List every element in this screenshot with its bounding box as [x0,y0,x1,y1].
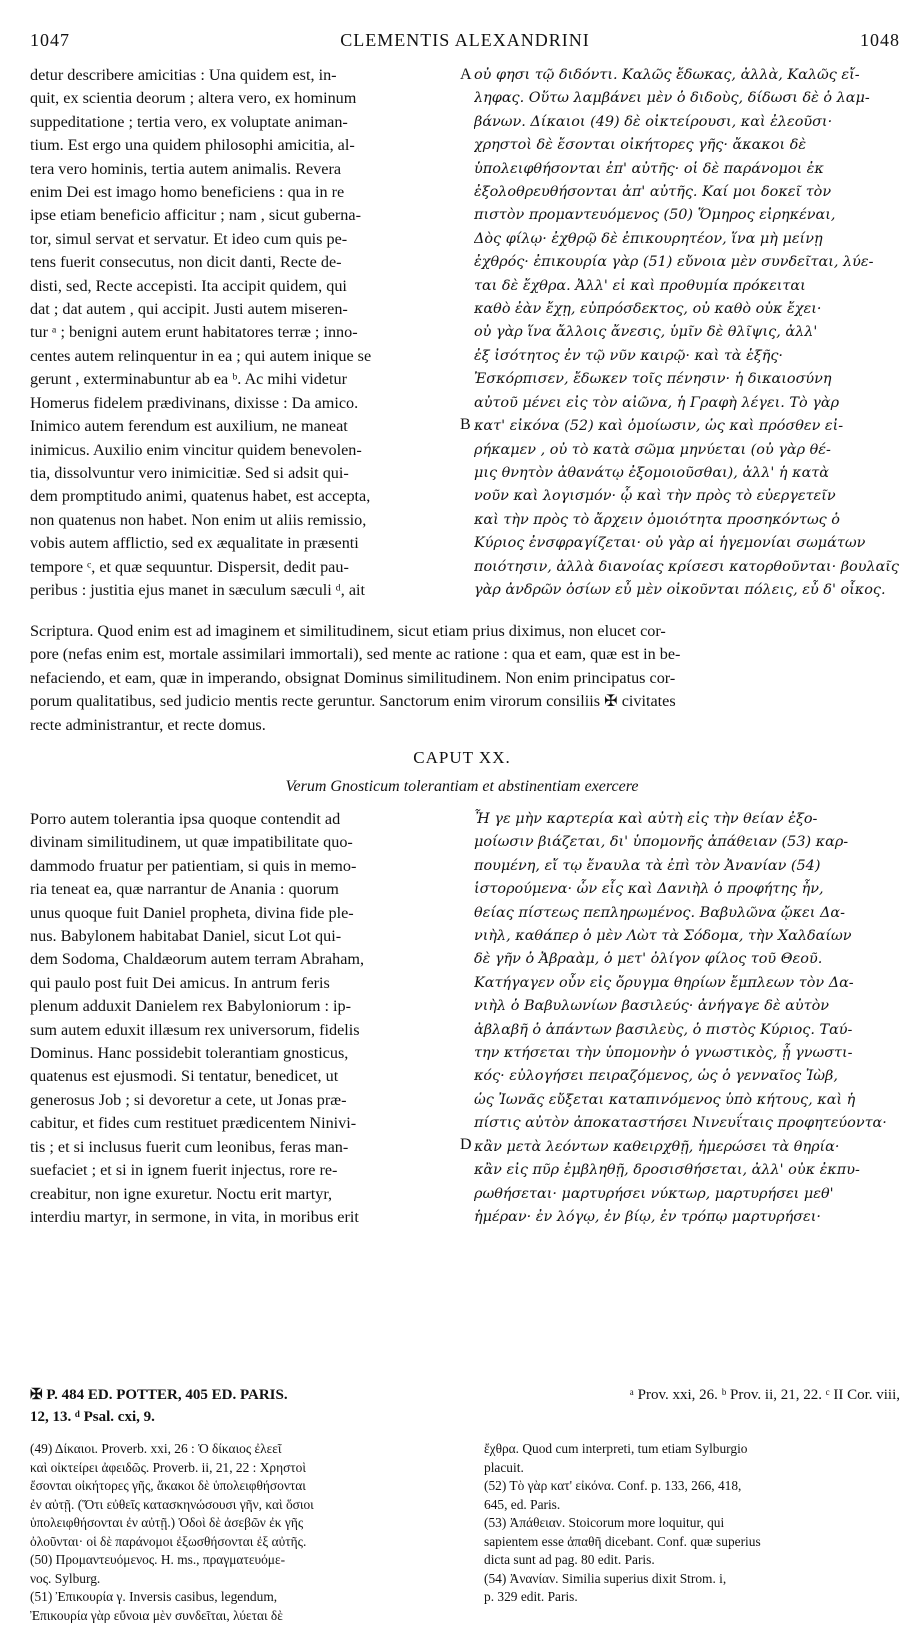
greek-text-line: ρήκαμεν , οὐ τὸ κατὰ σῶμα μηνύεται (οὐ γὰρ θέ- [474,439,902,462]
text-line: dem Sodoma, Chaldæorum autem terram Abraham, [30,948,458,971]
scripture-refs-line1: ᵃ Prov. xxi, 26. ᵇ Prov. ii, 21, 22. ᶜ II Cor. viii, [630,1384,900,1406]
text-line: detur describere amicitias : Una quidem est, in- [30,64,458,87]
footnote-line: (54) Ἀνανίαν. Similia superius dixit Strom. i, [484,1570,900,1589]
text-line: Homerus fidelem prædivinans, dixisse : Da amico. [30,392,458,415]
text-line: Scriptura. Quod enim est ad imaginem et similitudinem, sicut etiam prius diximus, non elucet cor- [30,620,900,643]
text-line: suefaciet ; et si in ignem fuerit injectus, rore re- [30,1159,458,1182]
greek-text-line: ρωθήσεται· μαρτυρήσει νύκτωρ, μαρτυρήσει μεθ' [474,1183,902,1206]
right-page-number: 1048 [860,30,900,51]
edition-reference: ✠ P. 484 ED. POTTER, 405 ED. PARIS. [30,1384,288,1406]
latin-column-bottom [30,808,458,1229]
footnote-line: ἔσονται οἰκήτορες γῆς, ἄκακοι δὲ ὑπολειφθήσονται [30,1477,468,1496]
greek-text-line: καθὸ ἐὰν ἔχῃ, εὐπρόσδεκτος, οὐ καθὸ οὐκ ἔχει· [474,298,902,321]
greek-text-line: κός· εὐλογήσει πειραζόμενος, ὡς ὁ γενναῖος Ἰὼβ, [474,1065,902,1088]
footnote-line: (51) Ἐπικουρία γ. Inversis casibus, legendum, [30,1588,468,1607]
text-line: pore (nefas enim est, mortale assimilari immortali), sed mente ac ratione : qua et eam, quæ est in be- [30,643,900,666]
greek-text-line: οὐ φησι τῷ διδόντι. Καλῶς ἔδωκας, ἀλλὰ, Καλῶς εἴ- [474,64,902,87]
text-line: centes autem relinquentur in ea ; qui autem inique se [30,345,458,368]
greek-text-line: νιὴλ, καθάπερ ὁ μὲν Λὼτ τὰ Σόδομα, τὴν Χαλδαίων [474,925,902,948]
page-header [30,30,900,56]
text-line: creabitur, non igne exuretur. Noctu erit martyr, [30,1183,458,1206]
text-line: gerunt , exterminabuntur ab ea ᵇ. Ac mihi videtur [30,368,458,391]
text-line: plenum adduxit Danielem rex Babyloniorum : ip- [30,995,458,1018]
greek-column-bottom [474,808,902,1229]
greek-text-line: μις θνητὸν ἀθανάτῳ ἐξομοιοῦσθαι), ἀλλ' ἡ κατὰ [474,462,902,485]
greek-text-line: Κύριος ἐνσφραγίζεται· οὐ γὰρ αἱ ἡγεμονίαι σωμάτων [474,532,902,555]
greek-text-line: καὶ τὴν πρὸς τὸ ἄρχειν ὁμοιότητα προσηκόντως ὁ [474,509,902,532]
greek-text-line: πιστὸν προμαντευόμενος (50) Ὅμηρος εἰρηκέναι, [474,204,902,227]
text-line: qui paulo post fuit Dei amicus. In antrum feris [30,972,458,995]
footnote-line: (49) Δίκαιοι. Proverb. xxi, 26 : Ὁ δίκαιος ἐλεεῖ [30,1440,468,1459]
greek-text-line: οὐ γὰρ ἵνα ἄλλοις ἄνεσις, ὑμῖν δὲ θλῖψις, ἀλλ' [474,321,902,344]
running-title: CLEMENTIS ALEXANDRINI [30,30,900,51]
text-line: dat ; dat autem , qui accipit. Justi autem miseren- [30,298,458,321]
footnote-line: (52) Τὸ γὰρ κατ' εἰκόνα. Conf. p. 133, 266, 418, [484,1477,900,1496]
greek-text-line: δὲ γῆν ὁ Ἀβραὰμ, ὁ μετ' ὀλίγον φίλος τοῦ Θεοῦ. [474,948,902,971]
greek-text-line: χρηστοὶ δὲ ἔσονται οἰκήτορες γῆς· ἄκακοι δὲ [474,134,902,157]
text-line: tera vero hominis, tertia autem animalis. Revera [30,158,458,181]
greek-text-line: κἂν εἰς πῦρ ἐμβληθῇ, δροσισθήσεται, ἀλλ' οὐκ ἐκπυ- [474,1159,902,1182]
text-line: non quatenus non habet. Non enim ut aliis remissio, [30,509,458,532]
text-line: dammodo fruatur per patientiam, si quis in memo- [30,855,458,878]
chapter-subtitle: Verum Gnosticum tolerantiam et abstinentiam exercere [0,778,924,796]
footnote-line: 645, ed. Paris. [484,1496,900,1515]
greek-text-line: κατ' εἰκόνα (52) καὶ ὁμοίωσιν, ὡς καὶ πρόσθεν εἰ- [474,415,902,438]
footnotes-left [30,1440,468,1625]
greek-text-line: αὐτοῦ μένει εἰς τὸν αἰῶνα, ἡ Γραφὴ λέγει. Τὸ γὰρ [474,392,902,415]
text-line: quit, ex scientia deorum ; altera vero, ex hominum [30,87,458,110]
greek-text-line: ἐχθρός· ἐπικουρία γὰρ (51) εὔνοια μὲν συνδεῖται, λύε- [474,251,902,274]
greek-text-line: ἐξ ἰσότητος ἐν τῷ νῦν καιρῷ· καὶ τὰ ἑξῆς· [474,345,902,368]
greek-text-line: ται δὲ ἔχθρα. Ἀλλ' εἰ καὶ προθυμία πρόκειται [474,275,902,298]
footnote-line: sapientem esse ἀπαθῆ dicebant. Conf. quæ superius [484,1533,900,1552]
text-line: Inimico autem ferendum est auxilium, ne maneat [30,415,458,438]
greek-text-line: ἱστορούμενα· ὧν εἷς καὶ Δανιὴλ ὁ προφήτης ἦν, [474,878,902,901]
text-line: interdiu martyr, in sermone, in vita, in moribus erit [30,1206,458,1229]
greek-text-line: Κατήγαγεν οὖν εἰς ὄρυγμα θηρίων ἔμπλεων τὸν Δα- [474,972,902,995]
footnote-line: ὀλοῦνται· οἱ δὲ παράνομοι ἐξωσθήσονται ἐξ αὐτῆς. [30,1533,468,1552]
text-line: unus quoque fuit Daniel propheta, divina fide ple- [30,902,458,925]
footnote-line: ἐν αὐτῇ. (Ὅτι εὐθεῖς κατασκηνώσουσι γῆν, καὶ ὅσιοι [30,1496,468,1515]
text-line: quatenus est ejusmodi. Si tentatur, benedicet, ut [30,1065,458,1088]
text-line: tium. Est ergo una quidem philosophi amicitia, al- [30,134,458,157]
greek-text-line: Ἐσκόρπισεν, ἔδωκεν τοῖς πένησιν· ἡ δικαιοσύνη [474,368,902,391]
text-line: Dominus. Hanc possidebit tolerantiam gnosticus, [30,1042,458,1065]
footnote-line: (50) Προμαντευόμενος. H. ms., πραγματευόμε- [30,1551,468,1570]
greek-text-line: ὑπολειφθήσονται ἐπ' αὐτῆς· οἱ δὲ παράνομοι ἐκ [474,158,902,181]
greek-text-line: ληφας. Οὕτω λαμβάνει μὲν ὁ διδοὺς, δίδωσι δὲ ὁ λαμ- [474,87,902,110]
greek-text-line: την κτήσεται τὴν ὑπομονὴν ὁ γνωστικὸς, ᾗ γνωστι- [474,1042,902,1065]
greek-column-top [474,64,902,602]
margin-marker-a: A [460,66,472,84]
text-line: tens fuerit consecutus, non dicit danti, Recte de- [30,251,458,274]
footnote-line: καὶ οἰκτείρει ἀφειδῶς. Proverb. ii, 21, 22 : Χρηστοὶ [30,1459,468,1478]
text-line: disti, sed, Recte accepisti. Ita accipit quidem, qui [30,275,458,298]
greek-text-line: ἀβλαβῆ ὁ ἁπάντων βασιλεὺς, ὁ πιστὸς Κύριος. Ταύ- [474,1019,902,1042]
text-line: generosus Job ; si devoretur a cete, ut Jonas præ- [30,1089,458,1112]
text-line: tia, dissolvuntur vero inimicitiæ. Sed si adsit qui- [30,462,458,485]
text-line: porum qualitatibus, sed judicio mentis recte geruntur. Sanctorum enim virorum consiliis ✠ civitates [30,690,900,713]
text-line: vobis autem afflictio, sed ex æqualitate in præsenti [30,532,458,555]
text-line: tis ; et si inclusus fuerit cum leonibus, feras man- [30,1136,458,1159]
text-line: tor, simul servat et servatur. Et ideo cum quis pe- [30,228,458,251]
text-line: enim Dei est imago homo beneficiens : qua in re [30,181,458,204]
chapter-title: CAPUT XX. [0,748,924,768]
footnote-line: ὑπολειφθήσονται ἐν αὐτῇ.) Ὁδοὶ δὲ ἀσεβῶν ἐκ γῆς [30,1514,468,1533]
greek-text-line: Ἦ γε μὴν καρτερία καὶ αὐτὴ εἰς τὴν θείαν ἐξο- [474,808,902,831]
scripture-references [30,1384,900,1428]
greek-text-line: βάνων. Δίκαιοι (49) δὲ οἰκτείρουσι, καὶ ἐλεοῦσι· [474,111,902,134]
greek-text-line: ὡς Ἰωνᾶς εὔξεται καταπινόμενος ὑπὸ κήτους, καὶ ἡ [474,1089,902,1112]
margin-marker-b: B [460,416,471,434]
text-line: suppeditatione ; tertia vero, ex voluptate animan- [30,111,458,134]
text-line: tur ᵃ ; benigni autem erunt habitatores terræ ; inno- [30,321,458,344]
footnote-line: dicta sunt ad pag. 80 edit. Paris. [484,1551,900,1570]
greek-text-line: πουμένη, εἴ τῳ ἔναυλα τὰ ἐπὶ τὸν Ἀνανίαν (54) [474,855,902,878]
text-line: divinam similitudinem, ut quæ impatibilitate quo- [30,831,458,854]
text-line: cabitur, et fides cum restituet prædicentem Ninivi- [30,1112,458,1135]
left-page-number: 1047 [30,30,70,51]
greek-text-line: γὰρ ἀνδρῶν ὁσίων εὖ μὲν οἰκοῦνται πόλεις, εὖ δ' οἶκος. [474,579,902,602]
text-line: peribus : justitia ejus manet in sæculum sæculi ᵈ, ait [30,579,458,602]
footnote-line: p. 329 edit. Paris. [484,1588,900,1607]
text-line: Porro autem tolerantia ipsa quoque contendit ad [30,808,458,831]
text-line: dem promptitudo animi, quatenus habet, est accepta, [30,485,458,508]
greek-text-line: κἂν μετὰ λεόντων καθειρχθῇ, ἡμερώσει τὰ θηρία· [474,1136,902,1159]
text-line: sum autem eduxit illæsum rex universorum, fidelis [30,1019,458,1042]
greek-text-line: ποιότησιν, ἀλλὰ διανοίας κρίσεσι κατορθοῦνται· βουλαῖς [474,556,902,579]
text-line: recte administrantur, et recte domus. [30,714,900,737]
text-line: nefaciendo, et eam, quæ in imperando, obsignat Dominus similitudinem. Non enim principatus cor- [30,667,900,690]
greek-text-line: ἡμέραν· ἐν λόγῳ, ἐν βίῳ, ἐν τρόπῳ μαρτυρήσει· [474,1206,902,1229]
text-line: tempore ᶜ, et quæ sequuntur. Dispersit, dedit pau- [30,556,458,579]
footnote-line: (53) Ἀπάθειαν. Stoicorum more loquitur, qui [484,1514,900,1533]
footnote-line: Ἐπικουρία γὰρ εὔνοια μὲν συνδεῖται, λύεται δὲ [30,1607,468,1625]
footnote-line: placuit. [484,1459,900,1478]
text-line: inimicus. Auxilio enim vincitur quidem benevolen- [30,439,458,462]
footnotes-right [484,1440,900,1607]
text-line: ria teneat ea, quæ narrantur de Anania : quorum [30,878,458,901]
greek-text-line: θείας πίστεως πεπληρωμένος. Βαβυλῶνα ᾤκει Δα- [474,902,902,925]
margin-marker-d: D [460,1136,472,1154]
greek-text-line: μοίωσιν βιάζεται, δι' ὑπομονῆς ἀπάθειαν (53) καρ- [474,831,902,854]
footnote-line: ἔχθρα. Quod cum interpreti, tum etiam Sylburgio [484,1440,900,1459]
greek-text-line: πίστις αὐτὸν ἀποκαταστήσει Νινευΐταις προφητεύοντα· [474,1112,902,1135]
scripture-refs-line2: 12, 13. ᵈ Psal. cxi, 9. [30,1409,155,1425]
latin-full-width-paragraph [30,620,900,737]
greek-text-line: νιὴλ ὁ Βαβυλωνίων βασιλεύς· ἀνήγαγε δὲ αὐτὸν [474,995,902,1018]
greek-text-line: Δὸς φίλῳ· ἐχθρῷ δὲ ἐπικουρητέον, ἵνα μὴ μείνῃ [474,228,902,251]
latin-column-top [30,64,458,602]
greek-text-line: νοῦν καὶ λογισμόν· ᾧ καὶ τὴν πρὸς τὸ εὐεργετεῖν [474,485,902,508]
text-line: nus. Babylonem habitabat Daniel, sicut Lot qui- [30,925,458,948]
greek-text-line: ἐξολοθρευθήσονται ἀπ' αὐτῆς. Καί μοι δοκεῖ τὸν [474,181,902,204]
footnote-line: νος. Sylburg. [30,1570,468,1589]
text-line: ipse etiam beneficio afficitur ; nam , sicut guberna- [30,204,458,227]
